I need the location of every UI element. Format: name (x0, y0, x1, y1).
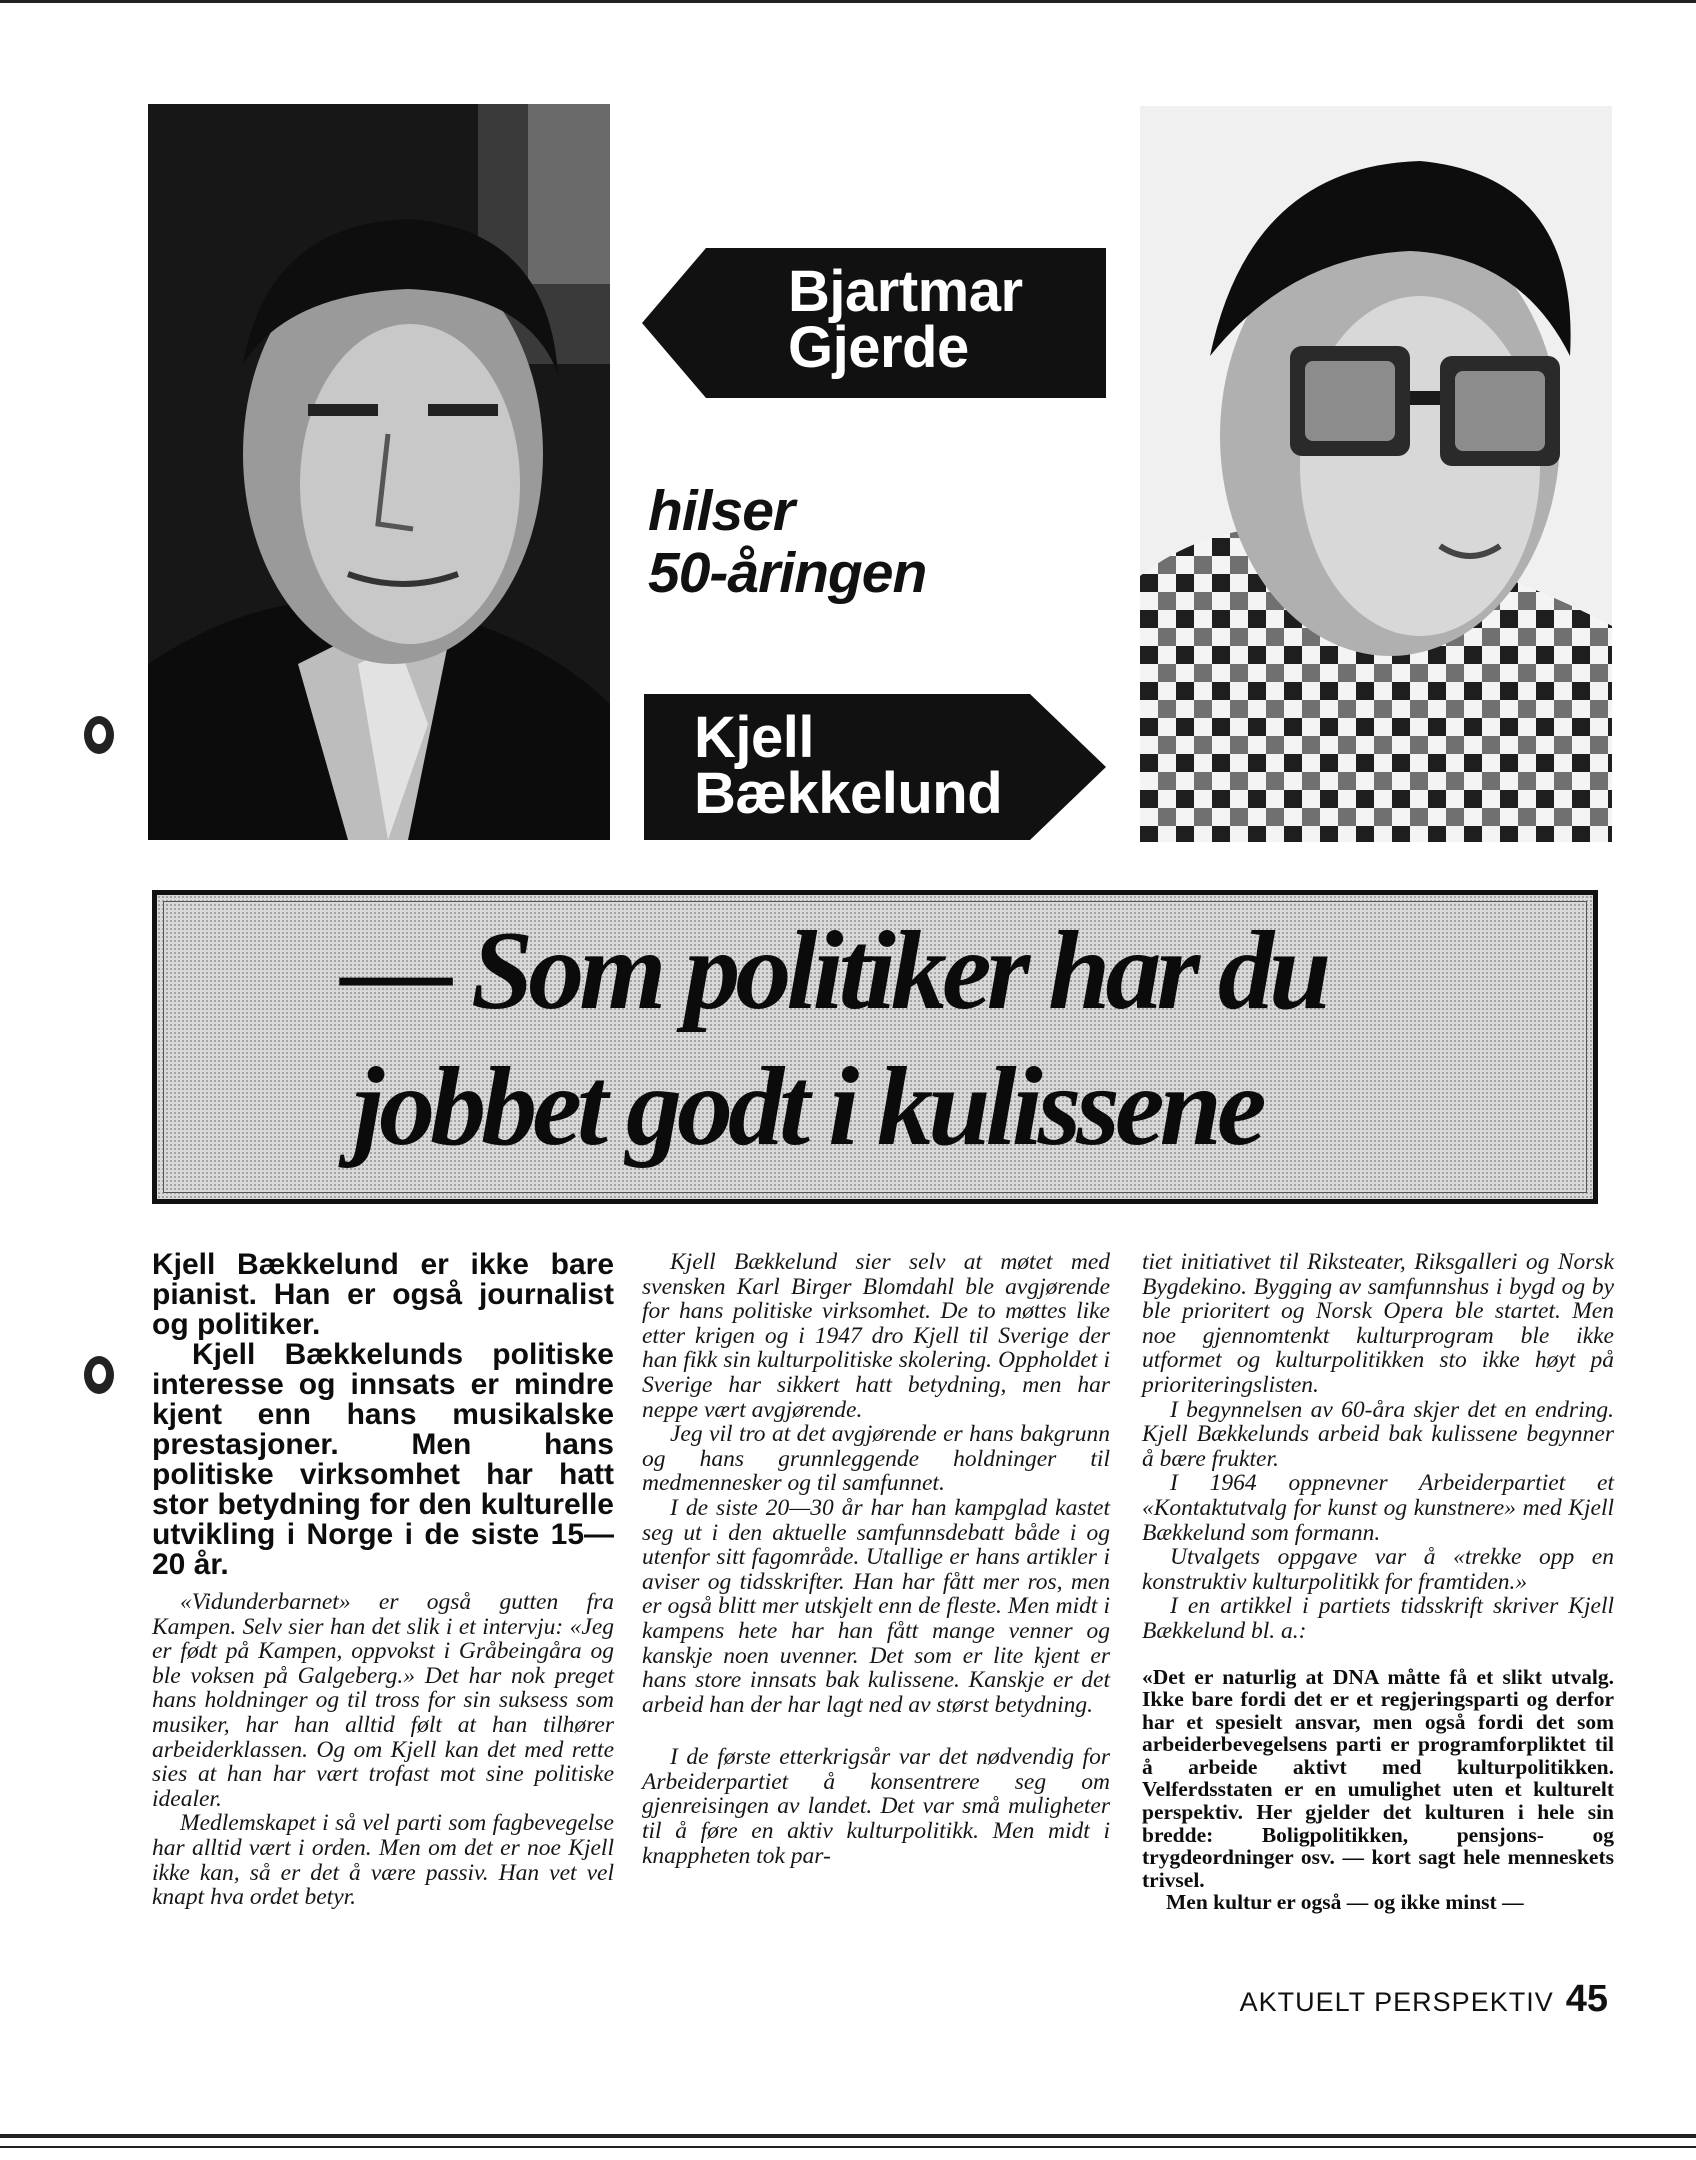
body-text (642, 1250, 1110, 1868)
body-paragraph: I de siste 20—30 år har han kampglad kastet seg ut i den aktuelle samfunnsdebatt både i og utenfor sitt fagområde. Utallige er hans artikler i aviser og tidsskrifter. Han har fått mer ros, men er også blitt mer utskjelt enn de fleste. Men midt i kampens hete har han fått mange venner og kanskje noen uvenner. Det som er lite kjent er hans store innsats bak kulissene. Kanskje er det arbeid han der har lagt ned av størst betydning. (642, 1494, 1110, 1718)
name-banner-bjartmar-gjerde (642, 248, 1106, 398)
quote-paragraph: Men kultur er også — og ikke minst — (1166, 1890, 1524, 1915)
headline-line1: — Som politiker har du (341, 909, 1327, 1033)
body-paragraph: Medlemskapet i så vel parti som fagbevegelse har alltid vært i orden. Men om det er noe Kjell ikke kan, så er det å være passiv. Han vet vel knapt hva ordet betyr. (152, 1810, 614, 1911)
page-number: 45 (1565, 1978, 1608, 2020)
greeting-line1: hilser (648, 479, 795, 543)
quote-paragraph: «Det er naturlig at DNA måtte få et slikt utvalg. Ikke bare fordi det er et regjeringsparti og derfor har et spesielt ansvar, men også fordi det som arbeiderbevegelsens parti er programforpliktet til å arbeide aktivt med kulturpolitikken. Velferdsstaten er en umulighet uten et kulturelt perspektiv. Her gjelder det kulturen i hele sin bredde: Boligpolitikken, pensjons- og trygdeordninger osv. — kort sagt hele menneskets trivsel. (1142, 1664, 1614, 1892)
body-paragraph: I en artikkel i partiets tidsskrift skriver Kjell Bækkelund bl. a.: (1142, 1593, 1614, 1644)
page-footer (1240, 1978, 1608, 2021)
banner-name-line1: Kjell (694, 705, 814, 770)
article-column-2 (642, 1250, 1110, 1868)
binder-hole-lower (84, 1356, 114, 1394)
article-column-3 (1142, 1250, 1614, 1914)
headline-box (152, 890, 1598, 1204)
body-paragraph: tiet initiativet til Riksteater, Riksgalleri og Norsk Bygdekino. Bygging av samfunnshus i bygd og by ble prioritert og Norsk Opera ble startet. Men noe gjennomtenkt kulturprogram ble ikke utformet og kulturpolitikken sto ikke høyt på prioriteringslisten. (1142, 1249, 1614, 1398)
greeting-line2: 50-åringen (648, 541, 927, 605)
body-paragraph: I 1964 oppnevner Arbeiderpartiet et «Kontaktutvalg for kunst og kunstnere» med Kjell Bækkelund som formann. (1142, 1470, 1614, 1546)
headline-line2: jobbet godt i kulissene (353, 1045, 1262, 1169)
body-text (152, 1590, 614, 1910)
body-paragraph: Kjell Bækkelund sier selv at møtet med svensken Karl Birger Blomdahl ble avgjørende for hans politiske virksomhet. De to møttes like etter krigen og i 1947 dro Kjell til Sverige der han fikk sin kulturpolitiske skolering. Oppholdet i Sverige har sikkert hatt betydning, men har neppe vært avgjørende. (642, 1249, 1110, 1423)
lead-paragraphs (152, 1250, 614, 1580)
name-banner-kjell-baekkelund (644, 694, 1106, 840)
body-paragraph: I de første etterkrigsår var det nødvendig for Arbeiderpartiet å konsentrere seg om gjenreisingen av landet. Det var små muligheter til å føre en aktiv kulturpolitikk. Men midt i knappheten tok par- (642, 1744, 1110, 1869)
lead-paragraph: Kjell Bækkelund er ikke bare pianist. Han er også journalist og politiker. (152, 1248, 614, 1341)
body-paragraph: Jeg vil tro at det avgjørende er hans bakgrunn og hans grunnleggende holdninger til medmennesker og til samfunnet. (642, 1421, 1110, 1497)
quote-block (1142, 1666, 1614, 1915)
bottom-rule-thin (0, 2146, 1696, 2148)
banner-name-line2: Bækkelund (694, 761, 1003, 826)
body-text (1142, 1250, 1614, 1644)
banner-name-line2: Gjerde (788, 315, 969, 380)
greeting-text (648, 480, 926, 604)
body-paragraph: «Vidunderbarnet» er også gutten fra Kampen. Selv sier han det slik i et intervju: «Jeg er født på Kampen, oppvokst i Gråbeingåra og ble voksen på Galgeberg.» Det har nok preget hans holdninger og til tross for sin suksess som musiker, har han alltid følt at han tilhører arbeiderklassen. Og om Kjell kan det med rette sies at han har vært trofast mot sine politiske idealer. (152, 1589, 614, 1812)
portrait-photo-right (1140, 106, 1612, 842)
body-paragraph: Utvalgets oppgave var å «trekke opp en konstruktiv kulturpolitikk for framtiden.» (1142, 1544, 1614, 1595)
bottom-rule (0, 2134, 1696, 2138)
publication-name: AKTUELT PERSPEKTIV (1239, 1987, 1554, 2017)
body-paragraph: I begynnelsen av 60-åra skjer det en endring. Kjell Bækkelunds arbeid bak kulissene begynner å bære frukter. (1142, 1396, 1614, 1472)
lead-paragraph: Kjell Bækkelunds politiske interesse og innsats er mindre kjent enn hans musikalske prestasjoner. Men hans politiske virksomhet har hatt stor betydning for den kulturelle utvikling i Norge i de siste 15—20 år. (152, 1338, 614, 1581)
top-rule (0, 0, 1696, 3)
binder-hole-upper (84, 716, 114, 754)
banner-name-line1: Bjartmar (788, 259, 1023, 324)
article-column-1 (152, 1250, 614, 1910)
portrait-photo-left (148, 104, 610, 840)
